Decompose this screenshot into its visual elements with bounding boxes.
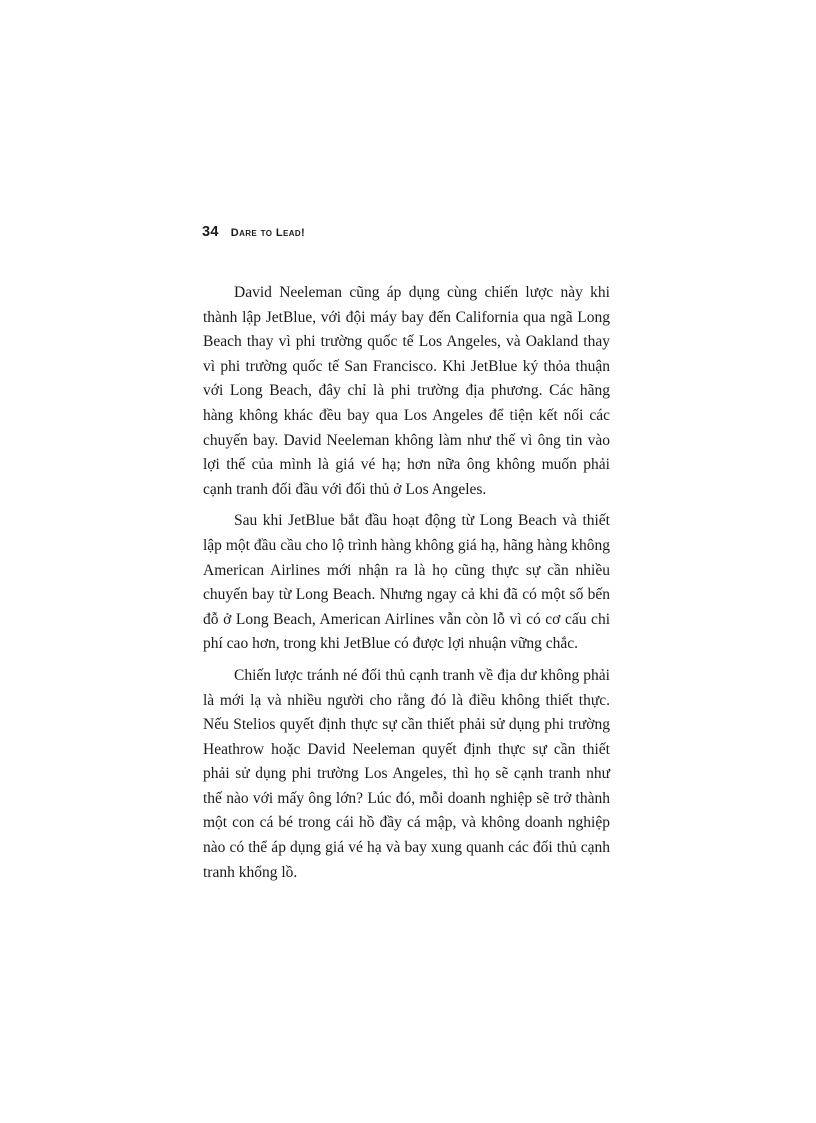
paragraph-3: Chiến lược tránh né đối thủ cạnh tranh về địa dư không phải là mới lạ và nhiều người cho rằng đó là điều không thiết thực. Nếu Stelios quyết định thực sự cần thiết phải sử dụng phi trường Heathrow hoặc David Neeleman quyết định thực sự cần thiết phải sử dụng phi trường Los Angeles, thì họ sẽ cạnh tranh như thế nào với mấy ông lớn? Lúc đó, mỗi doanh nghiệp sẽ trở thành một con cá bé trong cái hồ đầy cá mập, và không doanh nghiệp nào có thể áp dụng giá vé hạ và bay xung quanh các đối thủ cạnh tranh khổng lồ. (203, 666, 610, 881)
page-header (202, 224, 305, 240)
body-text (203, 281, 610, 892)
page-number: 34 (202, 224, 219, 240)
paragraph-1: David Neeleman cũng áp dụng cùng chiến lược này khi thành lập JetBlue, với đội máy bay đến California qua ngã Long Beach thay vì phi trường quốc tế Los Angeles, và Oakland thay vì phi trường quốc tế San Francisco. Khi JetBlue ký thỏa thuận với Long Beach, đây chỉ là phi trường địa phương. Các hãng hàng không khác đều bay qua Los Angeles để tiện kết nối các chuyến bay. David Neeleman không làm như thế vì ông tin vào lợi thế của mình là giá vé hạ; hơn nữa ông không muốn phải cạnh tranh đối đầu với đối thủ ở Los Angeles. (203, 284, 610, 498)
paragraph-2: Sau khi JetBlue bắt đầu hoạt động từ Long Beach và thiết lập một đầu cầu cho lộ trình hàng không giá hạ, hãng hàng không American Airlines mới nhận ra là họ cũng thực sự cần nhiều chuyến bay từ Long Beach. Nhưng ngay cả khi đã có một số bến đỗ ở Long Beach, American Airlines vẫn còn lỗ vì có cơ cấu chi phí cao hơn, trong khi JetBlue có được lợi nhuận vững chắc. (203, 512, 610, 653)
running-title: Dare to Lead! (230, 227, 306, 239)
